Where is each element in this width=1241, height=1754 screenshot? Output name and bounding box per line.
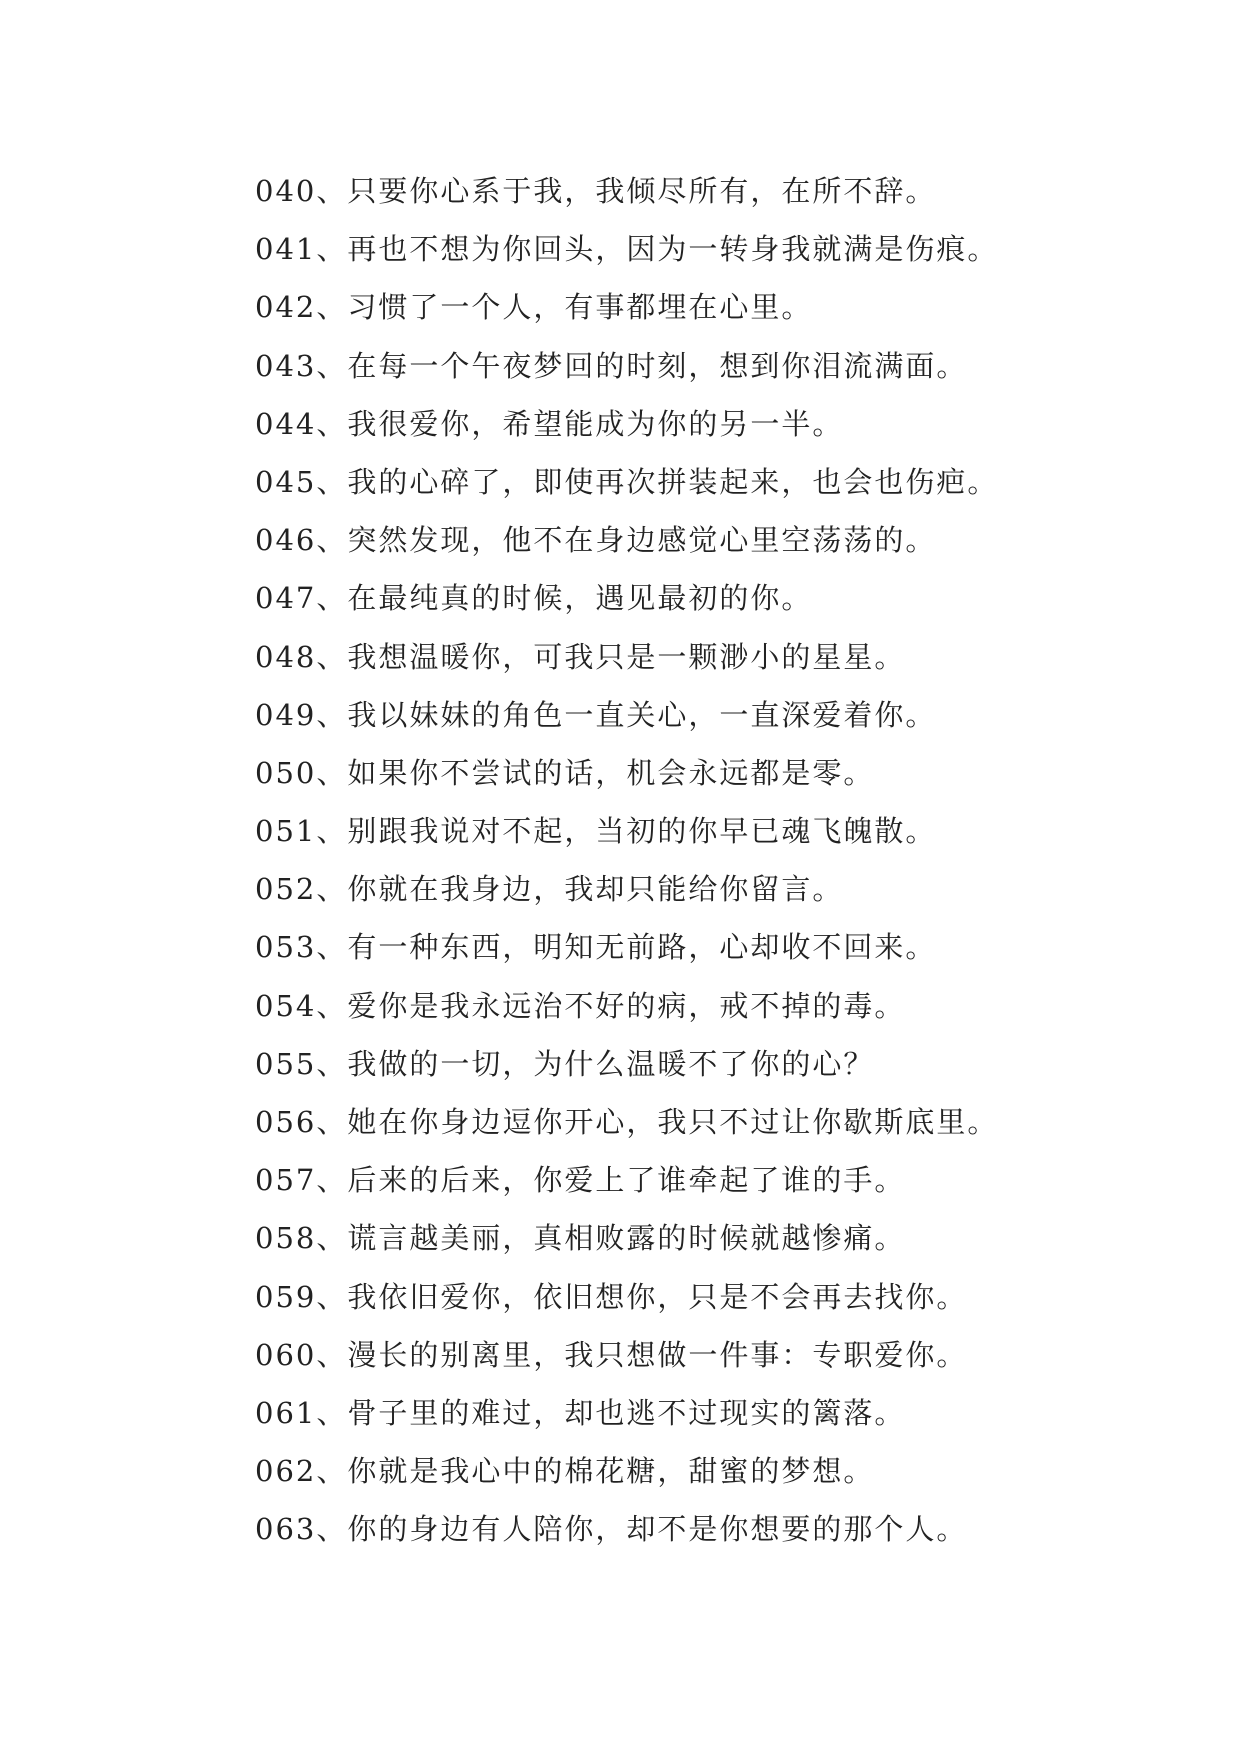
quote-line: 050、如果你不尝试的话，机会永远都是零。 bbox=[255, 755, 875, 790]
quote-line: 055、我做的一切，为什么温暖不了你的心？ bbox=[255, 1046, 875, 1081]
quote-line: 047、在最纯真的时候，遇见最初的你。 bbox=[255, 581, 813, 616]
quote-line: 061、骨子里的难过，却也逃不过现实的篱落。 bbox=[255, 1395, 906, 1430]
quote-line: 053、有一种东西，明知无前路，心却收不回来。 bbox=[255, 930, 937, 965]
quote-list bbox=[255, 162, 1155, 1559]
quote-line: 056、她在你身边逗你开心，我只不过让你歇斯底里。 bbox=[255, 1105, 999, 1139]
quote-line: 063、你的身边有人陪你，却不是你想要的那个人。 bbox=[255, 1512, 968, 1547]
quote-line: 048、我想温暖你，可我只是一颗渺小的星星。 bbox=[255, 639, 906, 674]
quote-line: 060、漫长的别离里，我只想做一件事：专职爱你。 bbox=[255, 1337, 968, 1372]
quote-line: 058、谎言越美丽，真相败露的时候就越惨痛。 bbox=[255, 1221, 906, 1256]
quote-line: 044、我很爱你，希望能成为你的另一半。 bbox=[255, 406, 844, 441]
quote-line: 041、再也不想为你回头，因为一转身我就满是伤痕。 bbox=[255, 232, 999, 267]
quote-line: 042、习惯了一个人，有事都埋在心里。 bbox=[255, 290, 813, 325]
quote-line: 059、我依旧爱你，依旧想你，只是不会再去找你。 bbox=[255, 1279, 968, 1314]
quote-line: 051、别跟我说对不起，当初的你早已魂飞魄散。 bbox=[255, 814, 937, 849]
quote-line: 062、你就是我心中的棉花糖，甜蜜的梦想。 bbox=[255, 1454, 875, 1489]
quote-line: 045、我的心碎了，即使再次拼装起来，也会也伤疤。 bbox=[255, 464, 999, 499]
quote-line: 057、后来的后来，你爱上了谁牵起了谁的手。 bbox=[255, 1163, 906, 1198]
quote-line: 052、你就在我身边，我却只能给你留言。 bbox=[255, 872, 844, 907]
quote-line: 043、在每一个午夜梦回的时刻，想到你泪流满面。 bbox=[255, 348, 968, 383]
quote-line: 049、我以妹妹的角色一直关心，一直深爱着你。 bbox=[255, 697, 937, 732]
quote-line: 040、只要你心系于我，我倾尽所有，在所不辞。 bbox=[255, 174, 937, 208]
quote-line: 046、突然发现，他不在身边感觉心里空荡荡的。 bbox=[255, 523, 937, 558]
quote-line: 054、爱你是我永远治不好的病，戒不掉的毒。 bbox=[255, 988, 906, 1023]
